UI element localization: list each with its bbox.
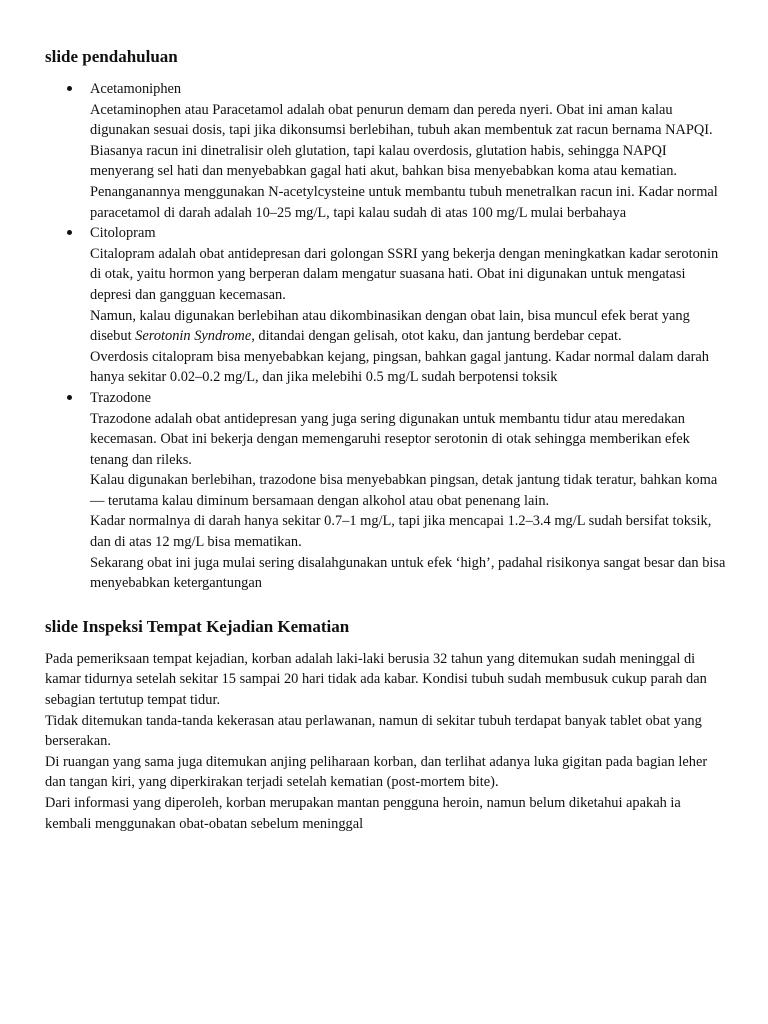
body-paragraph: Dari informasi yang diperoleh, korban merupakan mantan pengguna heroin, namun belum diketahui apakah ia kembali menggunakan obat-obatan sebelum meninggal [45,795,681,832]
section-inspeksi [45,616,728,834]
list-item-trazodone [45,388,728,594]
item-title: Citolopram [90,225,156,242]
item-paragraph: Kadar normalnya di darah hanya sekitar 0.7–1 mg/L, tapi jika mencapai 1.2–3.4 mg/L sudah bersifat toksik, dan di atas 12 mg/L bisa mematikan. [90,513,712,551]
item-paragraph: Overdosis citalopram bisa menyebabkan kejang, pingsan, bahkan gagal jantung. Kadar normal dalam darah hanya sekitar 0.02–0.2 mg/L, dan jika melebihi 0.5 mg/L sudah berpotensi toksik [90,348,709,386]
section-heading-inspeksi: slide Inspeksi Tempat Kejadian Kematian [45,616,350,636]
item-paragraph: Sekarang obat ini juga mulai sering disalahgunakan untuk efek ‘high’, padahal risikonya sangat besar dan bisa menyebabkan ketergantungan [90,554,726,592]
item-paragraph: Penanganannya menggunakan N-acetylcysteine untuk membantu tubuh menetralkan racun ini. Kadar normal paracetamol di darah adalah 10–25 mg/L, tapi kalau sudah di atas 100 mg/L mulai berbahaya [90,183,718,221]
italic-term: Serotonin Syndrome [135,328,252,345]
item-paragraph: Citalopram adalah obat antidepresan dari golongan SSRI yang bekerja dengan meningkatkan kadar serotonin di otak, yaitu hormon yang berperan dalam mengatur suasana hati. Obat ini digunakan untuk mengatasi depresi dan gangguan kecemasan. [90,245,719,303]
body-paragraph: Pada pemeriksaan tempat kejadian, korban adalah laki-laki berusia 32 tahun yang ditemukan sudah meninggal di kamar tidurnya setelah sekitar 15 sampai 20 hari tidak ada kabar. Kondisi tubuh sudah membusuk cukup parah dan sebagian tertutup tempat tidur. [45,650,707,709]
body-paragraph: Tidak ditemukan tanda-tanda kekerasan atau perlawanan, namun di sekitar tubuh terdapat banyak tablet obat yang berserakan. [45,712,702,750]
item-title: Trazodone [90,389,152,406]
item-title: Acetamoniphen [90,81,182,97]
text-run: , ditandai dengan gelisah, otot kaku, dan jantung berdebar cepat. [251,328,622,345]
text-run: Namun, kalau digunakan berlebihan atau dikombinasikan dengan obat lain, bisa muncul efek berat yang disebut [90,307,690,345]
item-paragraph: Trazodone adalah obat antidepresan yang juga sering digunakan untuk membantu tidur atau meredakan kecemasan. Obat ini bekerja dengan memengaruhi reseptor serotonin di otak sehingga memberikan efek tenang dan rileks. [90,410,690,468]
item-paragraph: Acetaminophen atau Paracetamol adalah obat penurun demam dan pereda nyeri. Obat ini aman kalau digunakan sesuai dosis, tapi jika dikonsumsi berlebihan, tubuh akan membentuk zat racun bernama NAPQI. Biasanya racun ini dinetralisir oleh glutation, tapi kalau overdosis, glutation habis, sehingga NAPQI menyerang sel hati dan menyebabkan gagal hati akut, bahkan bisa menyebabkan koma atau kematian. [90,101,713,180]
drug-list [45,79,728,594]
item-paragraph [90,306,728,347]
list-item-citalopram [45,223,728,388]
list-item-acetaminophen [45,79,728,223]
item-paragraph: Kalau digunakan berlebihan, trazodone bisa menyebabkan pingsan, detak jantung tidak teratur, bahkan koma — terutama kalau diminum bersamaan dengan alkohol atau obat penenang lain. [90,472,718,509]
section-heading-pendahuluan: slide pendahuluan [45,47,178,66]
body-paragraph: Di ruangan yang sama juga ditemukan anjing peliharaan korban, dan terlihat adanya luka gigitan pada bagian leher dan tangan kiri, yang diperkirakan terjadi setelah kematian (post-mortem bite). [45,753,708,791]
